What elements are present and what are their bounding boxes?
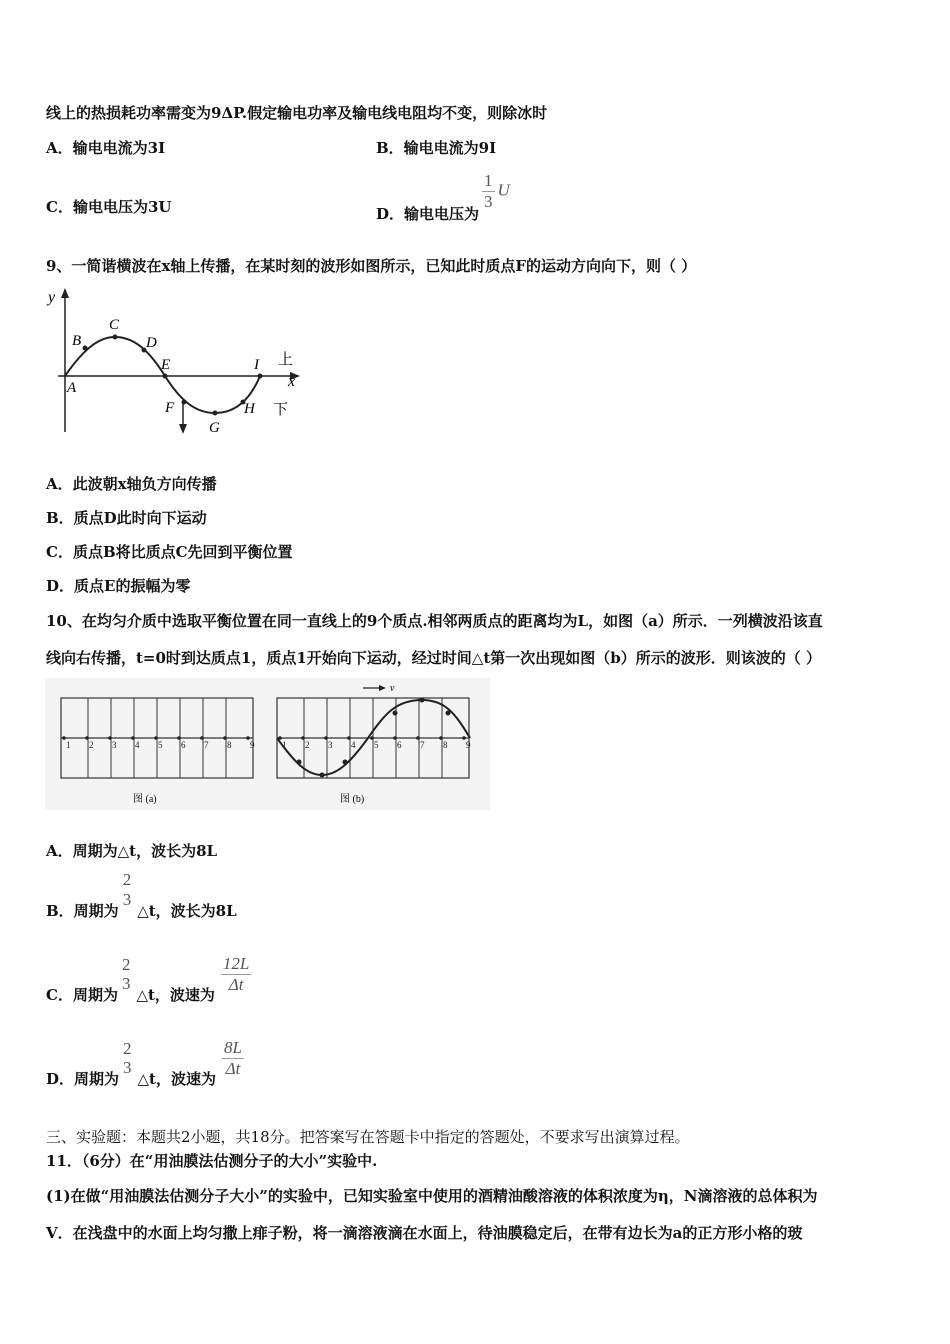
fig-b-number-3: 3 [328, 740, 333, 750]
fig-b-number-7: 7 [420, 740, 425, 750]
q8d-prefix: D．输电电压为 [376, 205, 480, 224]
q11-part-1-line-2: V．在浅盘中的水面上均匀撒上痱子粉，将一滴溶液滴在水面上，待油膜稳定后，在带有边长为a的正方形小格的玻 [46, 1224, 803, 1242]
q8d-den: 3 [484, 191, 493, 211]
fig-b-number-2: 2 [305, 740, 310, 750]
q10-stem-1: 10、在均匀介质中选取平衡位置在同一直线上的9个质点.相邻两质点的距离均为L，如图（a）所示．一列横波沿该直 [46, 612, 823, 630]
fig9-label-x: x [288, 373, 296, 390]
q10d-den: 3 [123, 1058, 132, 1078]
fig-a-number-8: 8 [227, 740, 232, 750]
velocity-label: v [390, 683, 395, 694]
section-3-heading: 三、实验题：本题共2小题，共18分。把答案写在答题卡中指定的答题处，不要求写出演算过程。 [46, 1128, 690, 1146]
q10d-speed-num: 8L [223, 1038, 242, 1057]
q10c-prefix: C．周期为 [46, 986, 118, 1005]
q10-stem-2: 线向右传播，t=0时到达质点1，质点1开始向下运动，经过时间△t第一次出现如图（b）所示的波形．则该波的（ ） [46, 649, 821, 667]
fig-b-number-1: 1 [282, 740, 287, 750]
q10d-num: 2 [123, 1038, 132, 1058]
q8-option-d [376, 171, 510, 224]
q10b-fraction [121, 871, 134, 909]
q10d-fraction-speed [222, 1039, 244, 1078]
fig9-label-y: y [48, 289, 56, 306]
q9-wave-figure [40, 282, 310, 442]
fig-a-number-1: 1 [66, 740, 71, 750]
q9-stem: 9、一简谐横波在x轴上传播，在某时刻的波形如图所示，已知此时质点F的运动方向向下，则（ ） [46, 257, 697, 275]
fig9-label-i: I [254, 357, 259, 373]
q11-stem: 11．（6分）在“用油膜法估测分子的大小”实验中. [46, 1152, 378, 1170]
q8d-suffix: U [497, 180, 510, 200]
fig-b-point [343, 760, 348, 765]
q10c-speed-den: Δt [228, 974, 244, 994]
q11-part-1-line-1: (1)在做“用油膜法估测分子大小”的实验中，已知实验室中使用的酒精油酸溶液的体积浓度为η，N滴溶液的总体积为 [46, 1187, 818, 1205]
fig-a-number-4: 4 [135, 740, 140, 750]
q8d-fraction [482, 172, 495, 211]
fig-b-point [297, 760, 302, 765]
q9-option-a: A．此波朝x轴负方向传播 [46, 475, 217, 493]
q9-option-b: B．质点D此时向下运动 [46, 509, 207, 527]
q10d-fraction-period [121, 1040, 134, 1078]
fig-b-caption: 图 (b) [340, 794, 365, 805]
fig-a-number-2: 2 [89, 740, 94, 750]
fig-b-number-9: 9 [466, 740, 471, 750]
fig9-label-d: D [146, 335, 157, 351]
fig-a-number-6: 6 [181, 740, 186, 750]
q10-option-c [46, 954, 254, 1005]
fig-b-point [420, 698, 425, 703]
q8-option-a: A．输电电流为3I [46, 139, 166, 157]
fig-a-number-3: 3 [112, 740, 117, 750]
fig9-label-c: C [109, 317, 120, 333]
q8-option-b: B．输电电流为9I [376, 139, 497, 157]
q10b-den: 3 [122, 889, 132, 909]
q8d-num: 1 [484, 171, 493, 190]
q9-option-d: D．质点E的振幅为零 [46, 577, 191, 595]
q10c-speed-num: 12L [222, 954, 250, 973]
q10c-den: 3 [121, 974, 131, 994]
fig-a-number-9: 9 [250, 740, 255, 750]
q8-option-c: C．输电电压为3U [46, 198, 172, 216]
q10-option-d [46, 1038, 247, 1089]
q10c-num: 2 [121, 954, 131, 974]
fig9-label-b: B [72, 333, 82, 349]
q10b-suffix: △t，波长为8L [137, 901, 237, 920]
q10d-prefix: D．周期为 [46, 1070, 120, 1089]
fig9-label-e: E [161, 357, 171, 373]
fig9-label-g: G [209, 420, 220, 436]
intro-line: 线上的热损耗功率需变为9ΔP.假定输电功率及输电线电阻均不变，则除冰时 [46, 104, 548, 122]
q10c-fraction-speed [221, 955, 251, 994]
fig9-label-f: F [165, 400, 175, 416]
q10c-mid: △t，波速为 [136, 986, 215, 1005]
q10-figure [45, 678, 490, 810]
fig-b-point [393, 711, 398, 716]
q10-option-a: A．周期为△t，波长为8L [46, 842, 218, 860]
fig9-label-a: A [67, 380, 77, 396]
fig-a-caption: 图 (a) [133, 794, 157, 805]
fig9-label-h: H [244, 401, 255, 417]
fig-b-point [320, 773, 325, 778]
fig-b-point [446, 711, 451, 716]
fig-a-number-7: 7 [204, 740, 209, 750]
q10b-num: 2 [122, 870, 132, 889]
fig-b-number-4: 4 [351, 740, 356, 750]
fig9-label-up: 上 [278, 352, 294, 368]
q9-option-c: C．质点B将比质点C先回到平衡位置 [46, 543, 293, 561]
q10d-mid: △t，波速为 [137, 1070, 216, 1089]
q10b-prefix: B．周期为 [46, 901, 119, 920]
fig-b-number-8: 8 [443, 740, 448, 750]
fig-a-number-5: 5 [158, 740, 163, 750]
fig-b-number-5: 5 [374, 740, 379, 750]
fig9-label-down: 下 [273, 402, 289, 418]
fig-b-number-6: 6 [397, 740, 402, 750]
q10d-speed-den: Δt [225, 1058, 241, 1078]
q10c-fraction-period [120, 956, 133, 994]
q10-option-b [46, 870, 237, 920]
